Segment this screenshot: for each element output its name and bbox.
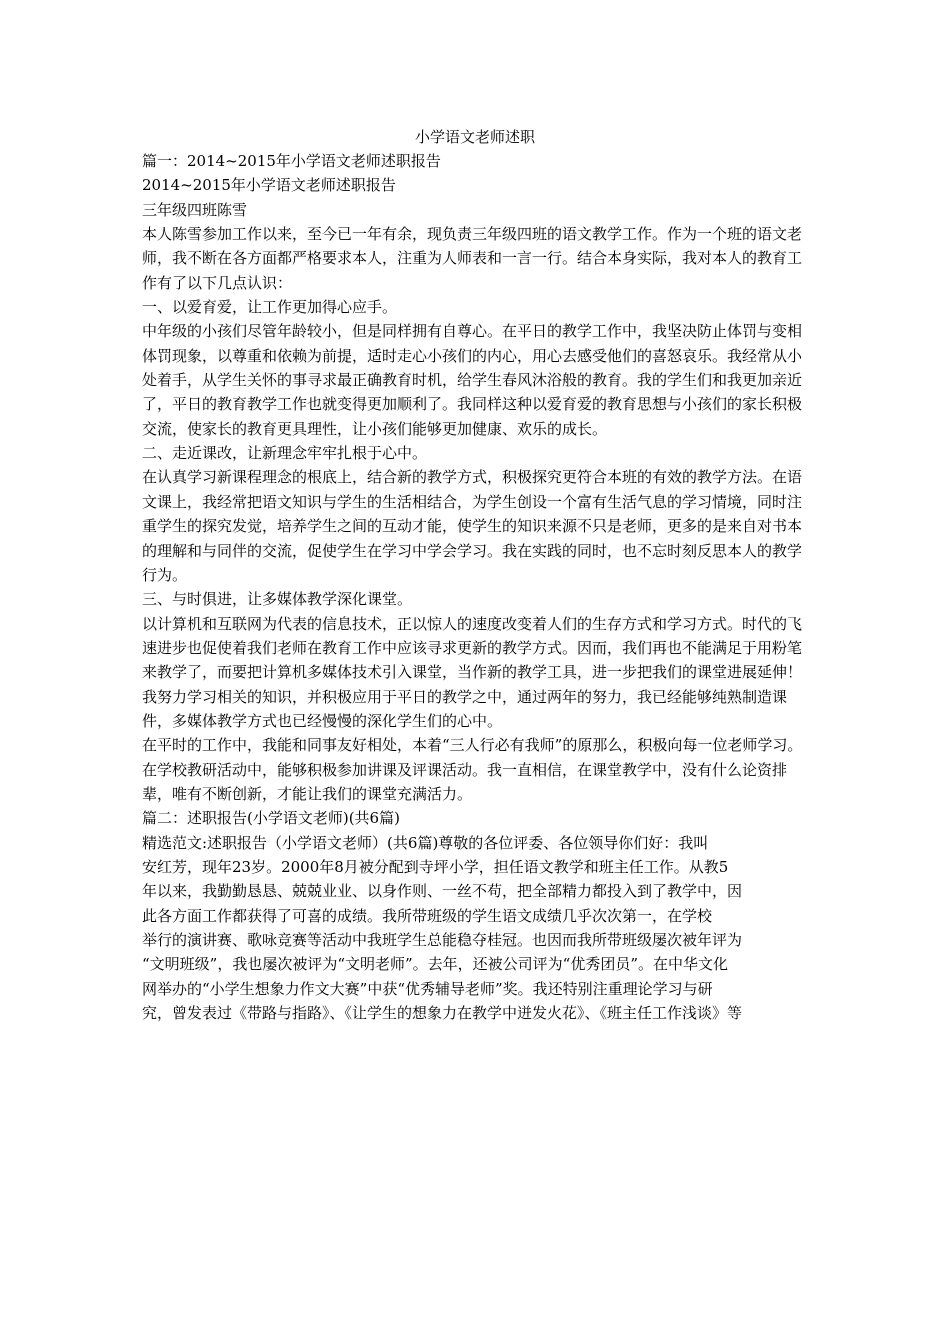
paragraph: 此各方面工作都获得了可喜的成绩。我所带班级的学生语文成绩几乎次次第一，在学校: [142, 906, 713, 925]
paragraph: 以计算机和互联网为代表的信息技术，正以惊人的速度改变着人们的生存方式和学习方式。时代的飞速进步也促使着我们老师在教育工作中应该寻求更新的教学方式。因而，我们再也不能满足于用粉笔来教学了，而要把计算机多媒体技术引入课堂，当作新的教学工具，进一步把我们的课堂进展延伸！我努力学习相关的知识，并积极应用于平日的教学之中，通过两年的努力，我已经能够纯熟制造课件，多媒体教学方式也已经慢慢的深化学生们的心中。: [142, 614, 803, 730]
paragraph: 在认真学习新课程理念的根底上，结合新的教学方式，积极探究更符合本班的有效的教学方法。在语文课上，我经常把语文知识与学生的生活相结合，为学生创设一个富有生活气息的学习情境，同时注重学生的探究发觉，培养学生之间的互动才能，使学生的知识来源不只是老师，更多的是来自对书本的理解和与同伴的交流，促使学生在学习中学会学习。我在实践的同时，也不忘时刻反思本人的教学行为。: [142, 468, 803, 584]
paragraph: 网举办的“小学生想象力作文大赛”中获“优秀辅导老师”奖。我还特别注重理论学习与研: [142, 979, 713, 998]
paragraph: 篇一：2014~2015年小学语文老师述职报告: [142, 152, 441, 170]
paragraph: “文明班级”，我也屡次被评为“文明老师”。去年，还被公司评为“优秀团员”。在中华文化: [142, 955, 729, 974]
section-heading: 一、以爱育爱，让工作更加得心应手。: [142, 298, 398, 317]
document-title: 小学语文老师述职: [414, 128, 535, 146]
paragraph: 年以来，我勤勤恳恳、兢兢业业、以身作则、一丝不苟，把全部精力都投入到了教学中，因: [142, 882, 743, 901]
paragraph: 究，曾发表过《带路与指路》、《让学生的想象力在教学中迸发火花》、《班主任工作浅谈》等: [142, 1004, 743, 1023]
paragraph: 精选范文:述职报告（小学语文老师）(共6篇)尊敬的各位评委、各位领导你们好：我叫: [142, 833, 709, 852]
paragraph: 本人陈雪参加工作以来，至今已一年有余，现负责三年级四班的语文教学工作。作为一个班的语文老师，我不断在各方面都严格要求本人，注重为人师表和一言一行。结合本身实际，我对本人的教育工作有了以下几点认识：: [142, 225, 803, 292]
section-heading: 篇二：述职报告(小学语文老师)(共6篇): [142, 809, 400, 828]
paragraph: 2014~2015年小学语文老师述职报告: [142, 176, 396, 195]
paragraph: 安红芳，现年23岁。2000年8月被分配到寺坪小学，担任语文教学和班主任工作。从教5: [142, 857, 729, 876]
paragraph: 举行的演讲赛、歌咏竞赛等活动中我班学生总能稳夺桂冠。也因而我所带班级屡次被年评为: [142, 931, 743, 949]
section-heading: 三、与时俱进，让多媒体教学深化课堂。: [142, 590, 413, 609]
section-heading: 二、走近课改，让新理念牢牢扎根于心中。: [142, 444, 428, 463]
paragraph: 三年级四班陈雪: [142, 200, 248, 219]
paragraph: 中年级的小孩们尽管年龄较小，但是同样拥有自尊心。在平日的教学工作中，我坚决防止体罚与变相体罚现象，以尊重和依赖为前提，适时走心小孩们的内心，用心去感受他们的喜怒哀乐。我经常从小处着手，从学生关怀的事寻求最正确教育时机，给学生春风沐浴般的教育。我的学生们和我更加亲近了，平日的教育教学工作也就变得更加顺利了。我同样这种以爱育爱的教育思想与小孩们的家长积极交流，使家长的教育更具理性，让小孩们能够更加健康、欢乐的成长。: [142, 322, 803, 438]
document-body: [142, 149, 812, 1025]
paragraph: 在平时的工作中，我能和同事友好相处，本着“三人行必有我师”的原那么，积极向每一位老师学习。在学校教研活动中，能够积极参加讲课及评课活动。我一直相信，在课堂教学中，没有什么论资排辈，唯有不断创新，才能让我们的课堂充满活力。: [142, 736, 803, 803]
